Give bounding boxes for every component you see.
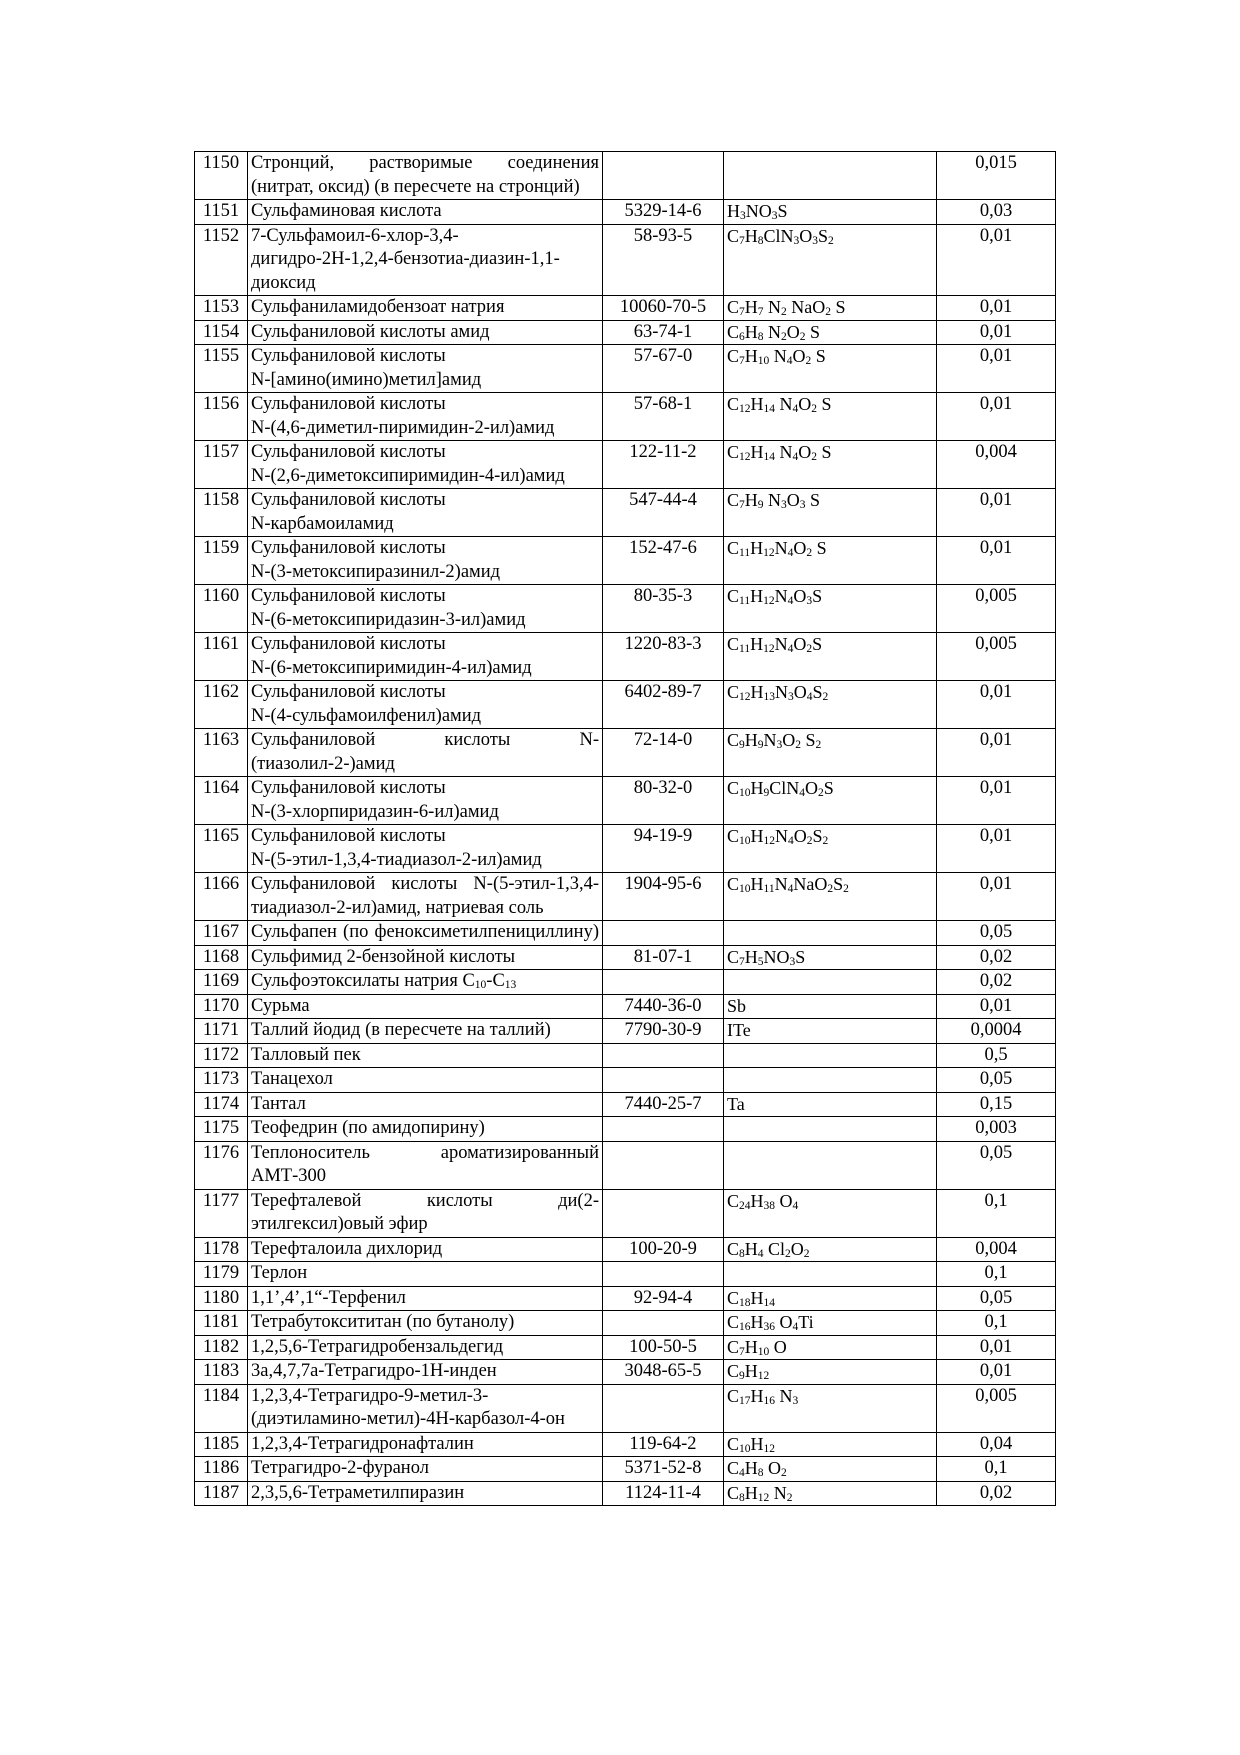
table-row [195, 345, 1056, 393]
table-row [195, 1237, 1056, 1262]
chemical-formula: $C_{10}H_{12}N_4O_2S_2$ [724, 825, 937, 873]
row-number: 1166 [195, 873, 248, 921]
limit-value: 0,015 [937, 152, 1056, 200]
cas-number: 81-07-1 [603, 945, 724, 970]
limit-value: 0,01 [937, 825, 1056, 873]
row-number: 1177 [195, 1189, 248, 1237]
row-number: 1170 [195, 994, 248, 1019]
chemical-formula: $C_9H_9N_3O_2$ $S_2$ [724, 729, 937, 777]
cas-number [603, 1141, 724, 1189]
cas-number: 63-74-1 [603, 320, 724, 345]
limit-value: 0,01 [937, 1335, 1056, 1360]
cas-number [603, 1117, 724, 1142]
row-number: 1187 [195, 1481, 248, 1506]
table-row [195, 1092, 1056, 1117]
substance-name: Сульфаниловой кислоты N-(4-сульфамоилфенил)амид [248, 681, 603, 729]
table-row [195, 585, 1056, 633]
cas-number [603, 1068, 724, 1093]
table-row [195, 1481, 1056, 1506]
substances-table [194, 151, 1056, 1506]
substance-name: 1,2,5,6-Тетрагидробензальдегид [248, 1335, 603, 1360]
limit-value: 0,1 [937, 1457, 1056, 1482]
row-number: 1179 [195, 1262, 248, 1287]
substance-name: Тантал [248, 1092, 603, 1117]
limit-value: 0,01 [937, 393, 1056, 441]
limit-value: 0,004 [937, 1237, 1056, 1262]
chemical-formula: $C_7H_5NO_3S$ [724, 945, 937, 970]
table-row [195, 1068, 1056, 1093]
limit-value: 0,1 [937, 1311, 1056, 1336]
limit-value: 0,05 [937, 921, 1056, 946]
substance-name: Сульфоэтоксилаты натрия $C_{10}-C_{13}$ [248, 970, 603, 995]
chemical-formula: $C_{11}H_{12}N_4O_2$ S [724, 537, 937, 585]
substance-name: Терлон [248, 1262, 603, 1287]
row-number: 1171 [195, 1019, 248, 1044]
cas-number: 100-20-9 [603, 1237, 724, 1262]
row-number: 1161 [195, 633, 248, 681]
row-number: 1160 [195, 585, 248, 633]
cas-number: 5329-14-6 [603, 200, 724, 225]
substance-name: Сульфаниловой кислоты N-(5-этил-1,3,4-тиадиазол-2-ил)амид [248, 825, 603, 873]
table-row [195, 152, 1056, 200]
cas-number [603, 921, 724, 946]
substance-name: Тетрагидро-2-фуранол [248, 1457, 603, 1482]
limit-value: 0,1 [937, 1189, 1056, 1237]
cas-number: 10060-70-5 [603, 296, 724, 321]
limit-value: 0,05 [937, 1141, 1056, 1189]
cas-number: 58-93-5 [603, 224, 724, 296]
table-row [195, 1384, 1056, 1432]
substance-name: 1,2,3,4-Тетрагидронафталин [248, 1432, 603, 1457]
row-number: 1181 [195, 1311, 248, 1336]
substance-name: Сульфаминовая кислота [248, 200, 603, 225]
chemical-formula [724, 921, 937, 946]
substance-name: 2,3,5,6-Тетраметилпиразин [248, 1481, 603, 1506]
limit-value: 0,5 [937, 1043, 1056, 1068]
table-row [195, 296, 1056, 321]
cas-number: 94-19-9 [603, 825, 724, 873]
chemical-formula: $C_7H_8ClN_3O_3S_2$ [724, 224, 937, 296]
limit-value: 0,01 [937, 994, 1056, 1019]
chemical-formula: $C_{10}H_{11}N_4NaO_2S_2$ [724, 873, 937, 921]
limit-value: 0,05 [937, 1286, 1056, 1311]
limit-value: 0,01 [937, 873, 1056, 921]
chemical-formula: $C_7H_9$ $N_3O_3$ S [724, 489, 937, 537]
substance-name: 1,1’,4’,1“-Терфенил [248, 1286, 603, 1311]
row-number: 1165 [195, 825, 248, 873]
substance-name: Сульфаниловой кислоты N-(6-метоксипиридазин-3-ил)амид [248, 585, 603, 633]
substance-name: Сульфаниламидобензоат натрия [248, 296, 603, 321]
chemical-formula: $C_7H_{10}$ O [724, 1335, 937, 1360]
chemical-formula [724, 970, 937, 995]
chemical-formula: $C_{18}H_{14}$ [724, 1286, 937, 1311]
row-number: 1176 [195, 1141, 248, 1189]
table-row [195, 729, 1056, 777]
chemical-formula [724, 1068, 937, 1093]
table-row [195, 1286, 1056, 1311]
chemical-formula: $C_{24}H_{38}$ $O_4$ [724, 1189, 937, 1237]
table-row [195, 1043, 1056, 1068]
row-number: 1168 [195, 945, 248, 970]
cas-number: 6402-89-7 [603, 681, 724, 729]
substance-name: Стронций, растворимые соединения (нитрат, оксид) (в пересчете на стронций) [248, 152, 603, 200]
cas-number: 1220-83-3 [603, 633, 724, 681]
table-row [195, 320, 1056, 345]
table-row [195, 1360, 1056, 1385]
limit-value: 0,1 [937, 1262, 1056, 1287]
cas-number: 122-11-2 [603, 441, 724, 489]
chemical-formula: $C_7H_7$ $N_2$ NaO$_2$ S [724, 296, 937, 321]
substance-name: Терефталевой кислоты ди(2-этилгексил)овый эфир [248, 1189, 603, 1237]
table-row [195, 1311, 1056, 1336]
substance-name: 7-Сульфамоил-6-хлор-3,4-дигидро-2Н-1,2,4-бензотиа-диазин-1,1-диоксид [248, 224, 603, 296]
cas-number: 1904-95-6 [603, 873, 724, 921]
chemical-formula [724, 1043, 937, 1068]
row-number: 1174 [195, 1092, 248, 1117]
table-row [195, 681, 1056, 729]
chemical-formula: $H_3NO_3S$ [724, 200, 937, 225]
substance-name: Тетрабутоксититан (по бутанолу) [248, 1311, 603, 1336]
substance-name: Теплоноситель ароматизированный АМТ-300 [248, 1141, 603, 1189]
chemical-formula: $C_9H_{12}$ [724, 1360, 937, 1385]
table-row [195, 224, 1056, 296]
chemical-formula: $C_4H_8$ $O_2$ [724, 1457, 937, 1482]
cas-number: 80-35-3 [603, 585, 724, 633]
limit-value: 0,005 [937, 585, 1056, 633]
row-number: 1163 [195, 729, 248, 777]
table-row [195, 200, 1056, 225]
cas-number: 7790-30-9 [603, 1019, 724, 1044]
row-number: 1159 [195, 537, 248, 585]
cas-number: 7440-36-0 [603, 994, 724, 1019]
table-row [195, 945, 1056, 970]
cas-number: 72-14-0 [603, 729, 724, 777]
cas-number: 57-68-1 [603, 393, 724, 441]
cas-number: 92-94-4 [603, 1286, 724, 1311]
cas-number: 152-47-6 [603, 537, 724, 585]
table-body [195, 152, 1056, 1506]
row-number: 1184 [195, 1384, 248, 1432]
row-number: 1180 [195, 1286, 248, 1311]
substance-name: Сульфаниловой кислоты N-(6-метоксипиримидин-4-ил)амид [248, 633, 603, 681]
limit-value: 0,03 [937, 200, 1056, 225]
limit-value: 0,04 [937, 1432, 1056, 1457]
cas-number: 1124-11-4 [603, 1481, 724, 1506]
table-row [195, 970, 1056, 995]
row-number: 1164 [195, 777, 248, 825]
chemical-formula: Sb [724, 994, 937, 1019]
row-number: 1150 [195, 152, 248, 200]
substance-name: Сульфаниловой кислоты амид [248, 320, 603, 345]
chemical-formula: $C_7H_{10}$ $N_4O_2$ S [724, 345, 937, 393]
row-number: 1162 [195, 681, 248, 729]
chemical-formula: $C_{10}H_9ClN_4O_2S$ [724, 777, 937, 825]
limit-value: 0,02 [937, 945, 1056, 970]
limit-value: 0,003 [937, 1117, 1056, 1142]
row-number: 1172 [195, 1043, 248, 1068]
chemical-formula: $C_{12}H_{13}N_3O_4S_2$ [724, 681, 937, 729]
substance-name: Сурьма [248, 994, 603, 1019]
substance-name: Сульфаниловой кислоты N-(4,6-диметил-пиримидин-2-ил)амид [248, 393, 603, 441]
table-row [195, 1141, 1056, 1189]
chemical-formula: $C_{16}H_{36}$ $O_4Ti$ [724, 1311, 937, 1336]
row-number: 1167 [195, 921, 248, 946]
cas-number [603, 1043, 724, 1068]
cas-number [603, 1262, 724, 1287]
row-number: 1158 [195, 489, 248, 537]
cas-number: 7440-25-7 [603, 1092, 724, 1117]
substance-name: Сульфапен (по феноксиметилпенициллину) [248, 921, 603, 946]
limit-value: 0,01 [937, 489, 1056, 537]
table-row [195, 1335, 1056, 1360]
cas-number [603, 1189, 724, 1237]
row-number: 1156 [195, 393, 248, 441]
chemical-formula: $C_{17}H_{16}$ $N_3$ [724, 1384, 937, 1432]
chemical-formula: $C_{11}H_{12}N_4O_2S$ [724, 633, 937, 681]
table-row [195, 1117, 1056, 1142]
cas-number: 3048-65-5 [603, 1360, 724, 1385]
row-number: 1178 [195, 1237, 248, 1262]
substance-name: Талловый пек [248, 1043, 603, 1068]
row-number: 1154 [195, 320, 248, 345]
table-row [195, 1262, 1056, 1287]
substance-name: 3a,4,7,7a-Тетрагидро-1H-инден [248, 1360, 603, 1385]
cas-number [603, 970, 724, 995]
chemical-formula: $C_{11}H_{12}N_4O_3S$ [724, 585, 937, 633]
cas-number [603, 1311, 724, 1336]
chemical-formula: $C_8H_{12}$ $N_2$ [724, 1481, 937, 1506]
table-row [195, 393, 1056, 441]
substance-name: Сульфаниловой кислоты N-(тиазолил-2-)амид [248, 729, 603, 777]
limit-value: 0,01 [937, 224, 1056, 296]
table-row [195, 1189, 1056, 1237]
cas-number: 5371-52-8 [603, 1457, 724, 1482]
chemical-formula: $C_8H_4$ $Cl_2O_2$ [724, 1237, 937, 1262]
limit-value: 0,005 [937, 633, 1056, 681]
substance-name: Таллий йодид (в пересчете на таллий) [248, 1019, 603, 1044]
table-row [195, 441, 1056, 489]
limit-value: 0,004 [937, 441, 1056, 489]
substance-name: Сульфаниловой кислоты N-[амино(имино)метил]амид [248, 345, 603, 393]
cas-number: 57-67-0 [603, 345, 724, 393]
cas-number: 80-32-0 [603, 777, 724, 825]
substance-name: Сульфаниловой кислоты N-(2,6-диметоксипиримидин-4-ил)амид [248, 441, 603, 489]
row-number: 1175 [195, 1117, 248, 1142]
limit-value: 0,01 [937, 777, 1056, 825]
row-number: 1183 [195, 1360, 248, 1385]
table-row [195, 825, 1056, 873]
chemical-formula: $C_6H_8$ $N_2O_2$ S [724, 320, 937, 345]
table-row [195, 994, 1056, 1019]
table-row [195, 1432, 1056, 1457]
limit-value: 0,01 [937, 681, 1056, 729]
table-row [195, 537, 1056, 585]
substance-name: Сульфаниловой кислоты N-карбамоиламид [248, 489, 603, 537]
chemical-formula: Ta [724, 1092, 937, 1117]
row-number: 1169 [195, 970, 248, 995]
row-number: 1155 [195, 345, 248, 393]
limit-value: 0,005 [937, 1384, 1056, 1432]
row-number: 1182 [195, 1335, 248, 1360]
cas-number: 119-64-2 [603, 1432, 724, 1457]
cas-number [603, 152, 724, 200]
cas-number: 547-44-4 [603, 489, 724, 537]
row-number: 1151 [195, 200, 248, 225]
table-row [195, 633, 1056, 681]
table-row [195, 1457, 1056, 1482]
chemical-formula [724, 1141, 937, 1189]
table-row [195, 873, 1056, 921]
substance-name: Теофедрин (по амидопирину) [248, 1117, 603, 1142]
table-row [195, 777, 1056, 825]
substance-name: Сульфаниловой кислоты N-(3-хлорпиридазин-6-ил)амид [248, 777, 603, 825]
substance-name: Терефталоила дихлорид [248, 1237, 603, 1262]
limit-value: 0,01 [937, 296, 1056, 321]
cas-number [603, 1384, 724, 1432]
chemical-formula: $C_{12}H_{14}$ $N_4O_2$ S [724, 393, 937, 441]
substance-name: Танацехол [248, 1068, 603, 1093]
limit-value: 0,0004 [937, 1019, 1056, 1044]
cas-number: 100-50-5 [603, 1335, 724, 1360]
limit-value: 0,01 [937, 729, 1056, 777]
chemical-formula [724, 1117, 937, 1142]
row-number: 1153 [195, 296, 248, 321]
table-row [195, 1019, 1056, 1044]
limit-value: 0,01 [937, 345, 1056, 393]
limit-value: 0,01 [937, 320, 1056, 345]
substance-name: Сульфимид 2-бензойной кислоты [248, 945, 603, 970]
limit-value: 0,02 [937, 1481, 1056, 1506]
chemical-formula [724, 1262, 937, 1287]
table-row [195, 921, 1056, 946]
substance-name: Сульфаниловой кислоты N-(3-метоксипиразинил-2)амид [248, 537, 603, 585]
chemical-formula [724, 152, 937, 200]
substance-name: 1,2,3,4-Тетрагидро-9-метил-3-(диэтиламино-метил)-4Н-карбазол-4-он [248, 1384, 603, 1432]
row-number: 1173 [195, 1068, 248, 1093]
chemical-formula: $C_{12}H_{14}$ $N_4O_2$ S [724, 441, 937, 489]
limit-value: 0,01 [937, 1360, 1056, 1385]
limit-value: 0,15 [937, 1092, 1056, 1117]
row-number: 1186 [195, 1457, 248, 1482]
chemical-formula: ITe [724, 1019, 937, 1044]
limit-value: 0,01 [937, 537, 1056, 585]
table-row [195, 489, 1056, 537]
limit-value: 0,02 [937, 970, 1056, 995]
row-number: 1185 [195, 1432, 248, 1457]
row-number: 1152 [195, 224, 248, 296]
chemical-formula: $C_{10}H_{12}$ [724, 1432, 937, 1457]
row-number: 1157 [195, 441, 248, 489]
substance-name: Сульфаниловой кислоты N-(5-этил-1,3,4-тиадиазол-2-ил)амид, натриевая соль [248, 873, 603, 921]
limit-value: 0,05 [937, 1068, 1056, 1093]
